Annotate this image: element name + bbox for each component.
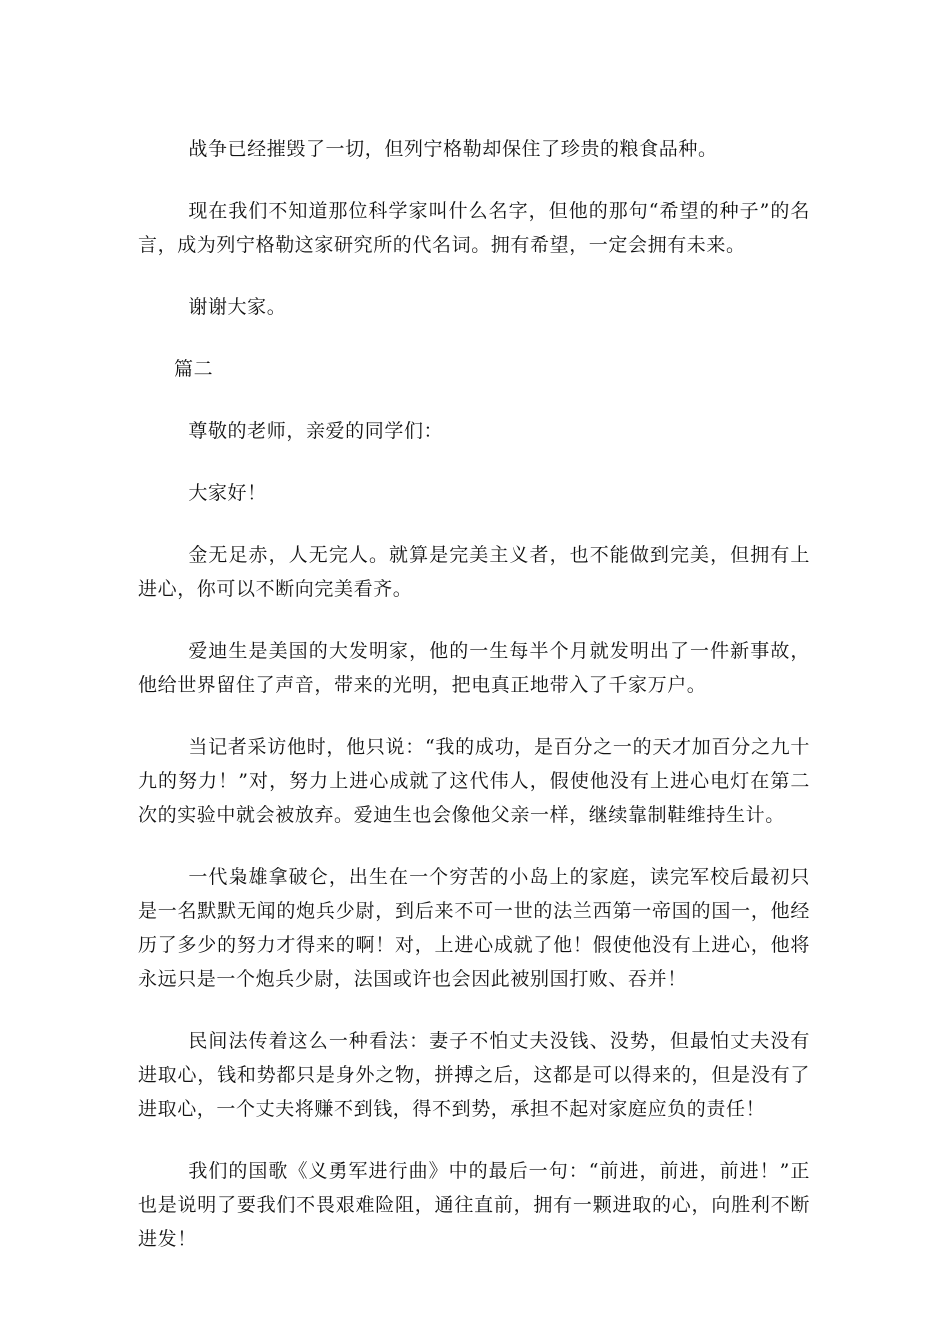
paragraph: 我们的国歌《义勇军进行曲》中的最后一句：“前进，前进，前进！”正也是说明了要我们不畏艰难险阻，通往直前，拥有一颗进取的心，向胜利不断进发！	[138, 1160, 810, 1250]
paragraph: 爱迪生是美国的大发明家，他的一生每半个月就发明出了一件新事故，他给世界留住了声音，带来的光明，把电真正地带入了千家万户。	[138, 640, 810, 696]
document-body	[138, 132, 810, 1284]
section-heading: 篇二	[174, 358, 214, 380]
paragraph: 一代枭雄拿破仑，出生在一个穷苦的小岛上的家庭，读完军校后最初只是一名默默无闻的炮兵少尉，到后来不可一世的法兰西第一帝国的国一，他经历了多少的努力才得来的啊！对，上进心成就了他！假使他没有上进心，他将永远只是一个炮兵少尉，法国或许也会因此被别国打败、吞并！	[138, 866, 810, 990]
paragraph: 现在我们不知道那位科学家叫什么名字，但他的那句“希望的种子”的名言，成为列宁格勒这家研究所的代名词。拥有希望，一定会拥有未来。	[138, 200, 810, 256]
paragraph: 当记者采访他时，他只说：“我的成功，是百分之一的天才加百分之九十九的努力！”对，努力上进心成就了这代伟人，假使他没有上进心电灯在第二次的实验中就会被放弃。爱迪生也会像他父亲一样，继续靠制鞋维持生计。	[138, 736, 810, 826]
paragraph: 大家好！	[188, 482, 267, 504]
paragraph: 谢谢大家。	[188, 296, 287, 318]
paragraph: 尊敬的老师，亲爱的同学们：	[188, 420, 444, 442]
paragraph: 金无足赤，人无完人。就算是完美主义者，也不能做到完美，但拥有上进心，你可以不断向完美看齐。	[138, 544, 810, 600]
paragraph: 民间法传着这么一种看法：妻子不怕丈夫没钱、没势，但最怕丈夫没有进取心，钱和势都只是身外之物，拼搏之后，这都是可以得来的，但是没有了进取心，一个丈夫将赚不到钱，得不到势，承担不起对家庭应负的责任！	[138, 1030, 810, 1120]
paragraph: 战争已经摧毁了一切，但列宁格勒却保住了珍贵的粮食品种。	[188, 138, 718, 160]
